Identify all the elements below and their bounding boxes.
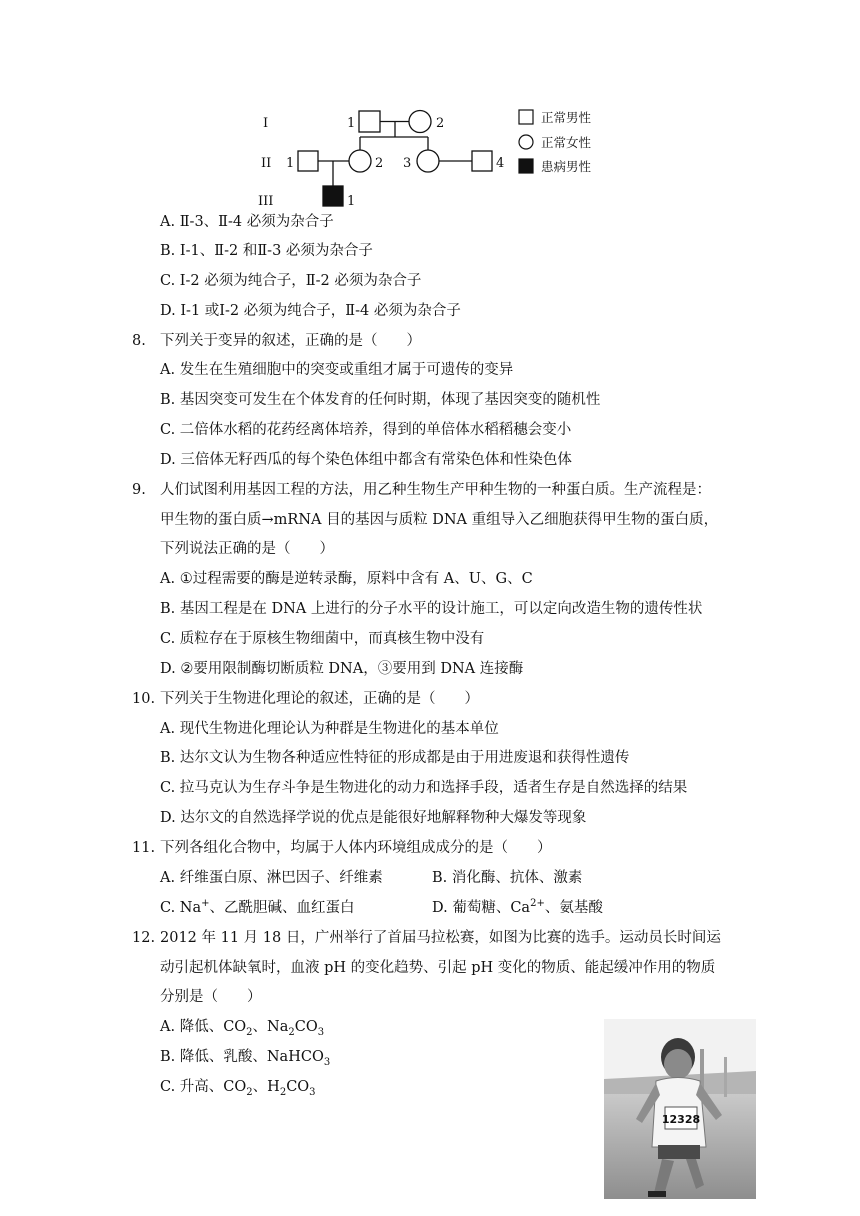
q11-stem: 下列各组化合物中，均属于人体内环境组成成分的是（ ）	[160, 840, 552, 856]
label-II1: 1	[286, 156, 295, 171]
legend-square-icon	[519, 110, 533, 124]
q9-number: 9.	[132, 482, 146, 498]
label-III1: 1	[347, 194, 356, 208]
q12-option-c-t2: 、H	[252, 1079, 280, 1095]
q11-option-c-post: 、乙酰胆碱、血红蛋白	[209, 900, 355, 916]
q8-number: 8.	[132, 333, 146, 349]
q9-stem-line3: 下列说法正确的是（ ）	[160, 541, 334, 557]
q12-number: 12.	[132, 930, 156, 946]
q9-option-c: C. 质粒存在于原核生物细菌中，而真核生物中没有	[160, 631, 485, 647]
q8-option-c: C. 二倍体水稻的花药经离体培养，得到的单倍体水稻稻穗会变小	[160, 422, 572, 438]
generation-label-I: I	[263, 116, 269, 131]
q12-option-b-t1: B. 降低、乳酸、NaHCO	[160, 1049, 324, 1065]
marathon-runner-photo	[604, 1019, 756, 1199]
I2-normal-female	[409, 111, 431, 133]
q12-option-b	[160, 1047, 330, 1067]
q11-option-c-sup: +	[201, 898, 210, 910]
q9-option-b: B. 基因工程是在 DNA 上进行的分子水平的设计施工，可以定向改造生物的遗传性状	[160, 601, 703, 617]
q11-option-b: B. 消化酶、抗体、激素	[432, 870, 583, 886]
q11-option-d-post: 、氨基酸	[544, 900, 603, 916]
II4-normal-male	[472, 151, 492, 171]
q8-option-b: B. 基因突变可发生在个体发育的任何时期，体现了基因突变的随机性	[160, 392, 601, 408]
q11-option-d-pre: D. 葡萄糖、Ca	[432, 900, 531, 916]
q11-option-d-sup: 2+	[530, 898, 545, 910]
q12-option-a-t1: A. 降低、CO	[160, 1019, 247, 1035]
q12-option-b-s1: 3	[323, 1056, 331, 1068]
legend-normal-male: 正常男性	[541, 110, 592, 125]
q8-option-d: D. 三倍体无籽西瓜的每个染色体组中都含有常染色体和性染色体	[160, 452, 572, 468]
q10-option-d: D. 达尔文的自然选择学说的优点是能很好地解释物种大爆发等现象	[160, 810, 587, 826]
label-I1: 1	[347, 116, 356, 131]
q11-option-c	[160, 898, 355, 918]
q12-option-a-t3: CO	[294, 1019, 318, 1035]
q12-option-c-t3: CO	[286, 1079, 310, 1095]
q10-option-c: C. 拉马克认为生存斗争是生物进化的动力和选择手段，适者生存是自然选择的结果	[160, 780, 688, 796]
q12-option-c-t1: C. 升高、CO	[160, 1079, 247, 1095]
q12-option-c-s2: 2	[279, 1086, 287, 1098]
q8-option-a: A. 发生在生殖细胞中的突变或重组才属于可遗传的变异	[160, 362, 514, 378]
I1-normal-male	[359, 111, 380, 132]
q9-stem-line2: 甲生物的蛋白质→mRNA 目的基因与质粒 DNA 重组导入乙细胞获得甲生物的蛋白质，	[160, 512, 719, 528]
q12-stem-line3: 分别是（ ）	[160, 989, 262, 1005]
legend-circle-icon	[519, 135, 533, 149]
runner-bib-number: 12328	[661, 1113, 701, 1126]
q10-stem: 下列关于生物进化理论的叙述，正确的是（ ）	[160, 691, 479, 707]
II3-normal-female	[417, 150, 439, 172]
q9-stem-line1: 人们试图利用基因工程的方法，用乙种生物生产甲种生物的一种蛋白质。生产流程是：	[160, 482, 711, 498]
q10-number: 10.	[132, 691, 156, 707]
generation-label-II: II	[261, 156, 272, 171]
q9-option-d: D. ②要用限制酶切断质粒 DNA，③要用到 DNA 连接酶	[160, 661, 524, 677]
II1-normal-male	[298, 151, 318, 171]
q12-stem-line1: 2012 年 11 月 18 日，广州举行了首届马拉松赛，如图为比赛的选手。运动员长时间运	[160, 930, 721, 946]
q7-option-b: B. Ⅰ-1、Ⅱ-2 和Ⅱ-3 必须为杂合子	[160, 243, 373, 259]
q7-option-c: C. Ⅰ-2 必须为纯合子，Ⅱ-2 必须为杂合子	[160, 273, 422, 289]
q10-option-b: B. 达尔文认为生物各种适应性特征的形成都是由于用进废退和获得性遗传	[160, 750, 630, 766]
q12-option-a	[160, 1017, 324, 1037]
q8-stem: 下列关于变异的叙述，正确的是（ ）	[160, 333, 421, 349]
III1-affected-male	[323, 186, 343, 206]
q11-option-d	[432, 898, 603, 918]
q12-option-a-t2: 、Na	[252, 1019, 289, 1035]
label-I2: 2	[436, 116, 445, 131]
q12-option-a-s3: 3	[317, 1026, 325, 1038]
pedigree-diagram	[255, 104, 605, 208]
q12-option-c-s3: 3	[309, 1086, 316, 1098]
q12-option-c-s1: 2	[246, 1086, 253, 1098]
q7-option-a: A. Ⅱ-3、Ⅱ-4 必须为杂合子	[160, 214, 334, 230]
q9-option-a: A. ①过程需要的酶是逆转录酶，原料中含有 A、U、G、C	[160, 571, 533, 587]
q12-option-a-s1: 2	[246, 1026, 253, 1038]
legend-affected-male: 患病男性	[541, 159, 592, 174]
legend-filled-square-icon	[519, 159, 533, 173]
q11-option-c-pre: C. Na	[160, 900, 202, 916]
label-II2: 2	[375, 156, 384, 171]
q12-option-a-s2: 2	[288, 1026, 295, 1038]
generation-label-III: III	[258, 194, 274, 208]
q10-option-a: A. 现代生物进化理论认为种群是生物进化的基本单位	[160, 721, 499, 737]
q7-option-d: D. Ⅰ-1 或Ⅰ-2 必须为纯合子，Ⅱ-4 必须为杂合子	[160, 303, 461, 319]
q12-stem-line2: 动引起机体缺氧时，血液 pH 的变化趋势、引起 pH 变化的物质、能起缓冲作用的物质	[160, 960, 716, 976]
label-II3: 3	[403, 156, 412, 171]
q12-option-c	[160, 1077, 316, 1097]
q11-option-a: A. 纤维蛋白原、淋巴因子、纤维素	[160, 870, 383, 886]
q11-number: 11.	[132, 840, 156, 856]
II2-normal-female	[349, 150, 371, 172]
label-II4: 4	[496, 156, 505, 171]
legend-normal-female: 正常女性	[541, 135, 592, 150]
